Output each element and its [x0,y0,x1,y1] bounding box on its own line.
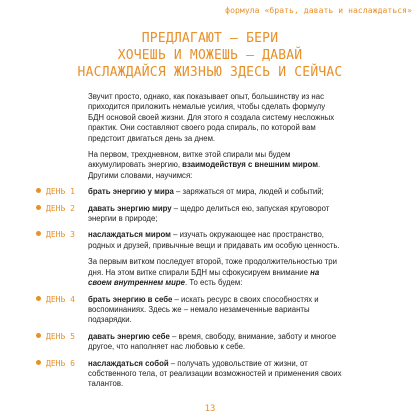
bullet-dot-icon [36,360,41,365]
day-description: – получать удовольствие от жизни, от собственного тела, от реализации возможностей и применения своих талантов. [88,358,342,389]
day-term: давать энергию себе [88,331,170,341]
day-text [88,187,324,196]
bullet-dot-icon [36,188,41,193]
bullet-dot-icon [36,296,41,301]
day-text [88,230,340,249]
day-label: ДЕНЬ 4 [46,294,75,304]
day-text [88,295,319,325]
paragraph-3-text-c: . То есть будем: [185,278,243,288]
bullet-dot-icon [36,205,41,210]
day-item-3 [46,230,342,251]
paragraph-2-emphasis: взаимодействуя с внешним миром [182,160,319,170]
paragraph-3-text-a: За первым витком последует второй, тоже продолжительностью три дня. На этом витке спирали БДН мы сфокусируем внимание [88,257,337,277]
epigraph-line-3: НАСЛАЖДАЙСЯ ЖИЗНЬЮ ЗДЕСЬ И СЕЙЧАС [77,65,343,80]
bullet-dot-icon [36,333,41,338]
day-label: ДЕНЬ 5 [46,331,75,341]
day-term: наслаждаться миром [88,230,171,240]
paragraph-2-text-c: . Другими словами, научимся: [88,160,321,180]
paragraph-3-emphasis: на своем внутреннем мире [88,267,320,288]
bullet-dot-icon [36,231,41,236]
day-term: наслаждаться собой [88,358,169,368]
day-term: брать энергию в себе [88,294,173,304]
paragraph-3 [88,257,342,288]
day-text [88,204,329,223]
running-title: формула «брать, давать и наслаждаться» [225,5,412,15]
day-item-2 [46,203,342,225]
paragraph-1: Звучит просто, однако, как показывает опыт, большинству из нас приходится приложить немалые усилия, чтобы сделать формулу БДН основой своей жизни. Для этого я создала систему несложных практик. Они составляют своего рода спираль, по которой вам предстоит двигаться день за днем. [88,92,335,143]
day-label: ДЕНЬ 6 [46,358,75,368]
day-text [88,359,341,389]
day-item-5 [46,331,342,353]
day-description: – заряжаться от мира, людей и событий; [173,187,324,197]
running-header [0,0,420,20]
day-item-4 [46,294,342,326]
day-label: ДЕНЬ 1 [46,187,75,197]
day-term: давать энергию миру [88,203,172,213]
day-label: ДЕНЬ 3 [46,230,75,240]
day-item-6 [46,358,342,390]
day-description: – щедро делиться ею, запуская круговорот энергии в природе; [88,203,330,224]
day-description: – искать ресурс в своих способностях и воспоминаниях. Здесь же – немало незамеченные варианты подзарядки. [88,294,319,325]
body-text [46,92,342,396]
paragraph-2 [88,150,342,181]
paragraph-2-text-a: На первом, трехдневном, витке этой спирали мы будем аккумулировать энергию, [88,150,291,170]
day-term: брать энергию у мира [88,187,174,197]
day-item-1 [46,187,342,197]
page-number: 13 [204,404,216,414]
day-text [88,332,336,351]
day-label: ДЕНЬ 2 [46,203,75,213]
day-description: – время, свободу, внимание, заботу и многое другое, что наполняет нас любовью к себе. [88,331,337,352]
epigraph-line-2: ХОЧЕШЬ И МОЖЕШЬ – ДАВАЙ [117,48,303,63]
epigraph-line-1: ПРЕДЛАГАЮТ – БЕРИ [141,31,279,46]
day-description: – изучать окружающее нас пространство, родных и друзей, привычные вещи и придавать им особую ценность. [88,230,340,250]
epigraph [0,30,420,81]
